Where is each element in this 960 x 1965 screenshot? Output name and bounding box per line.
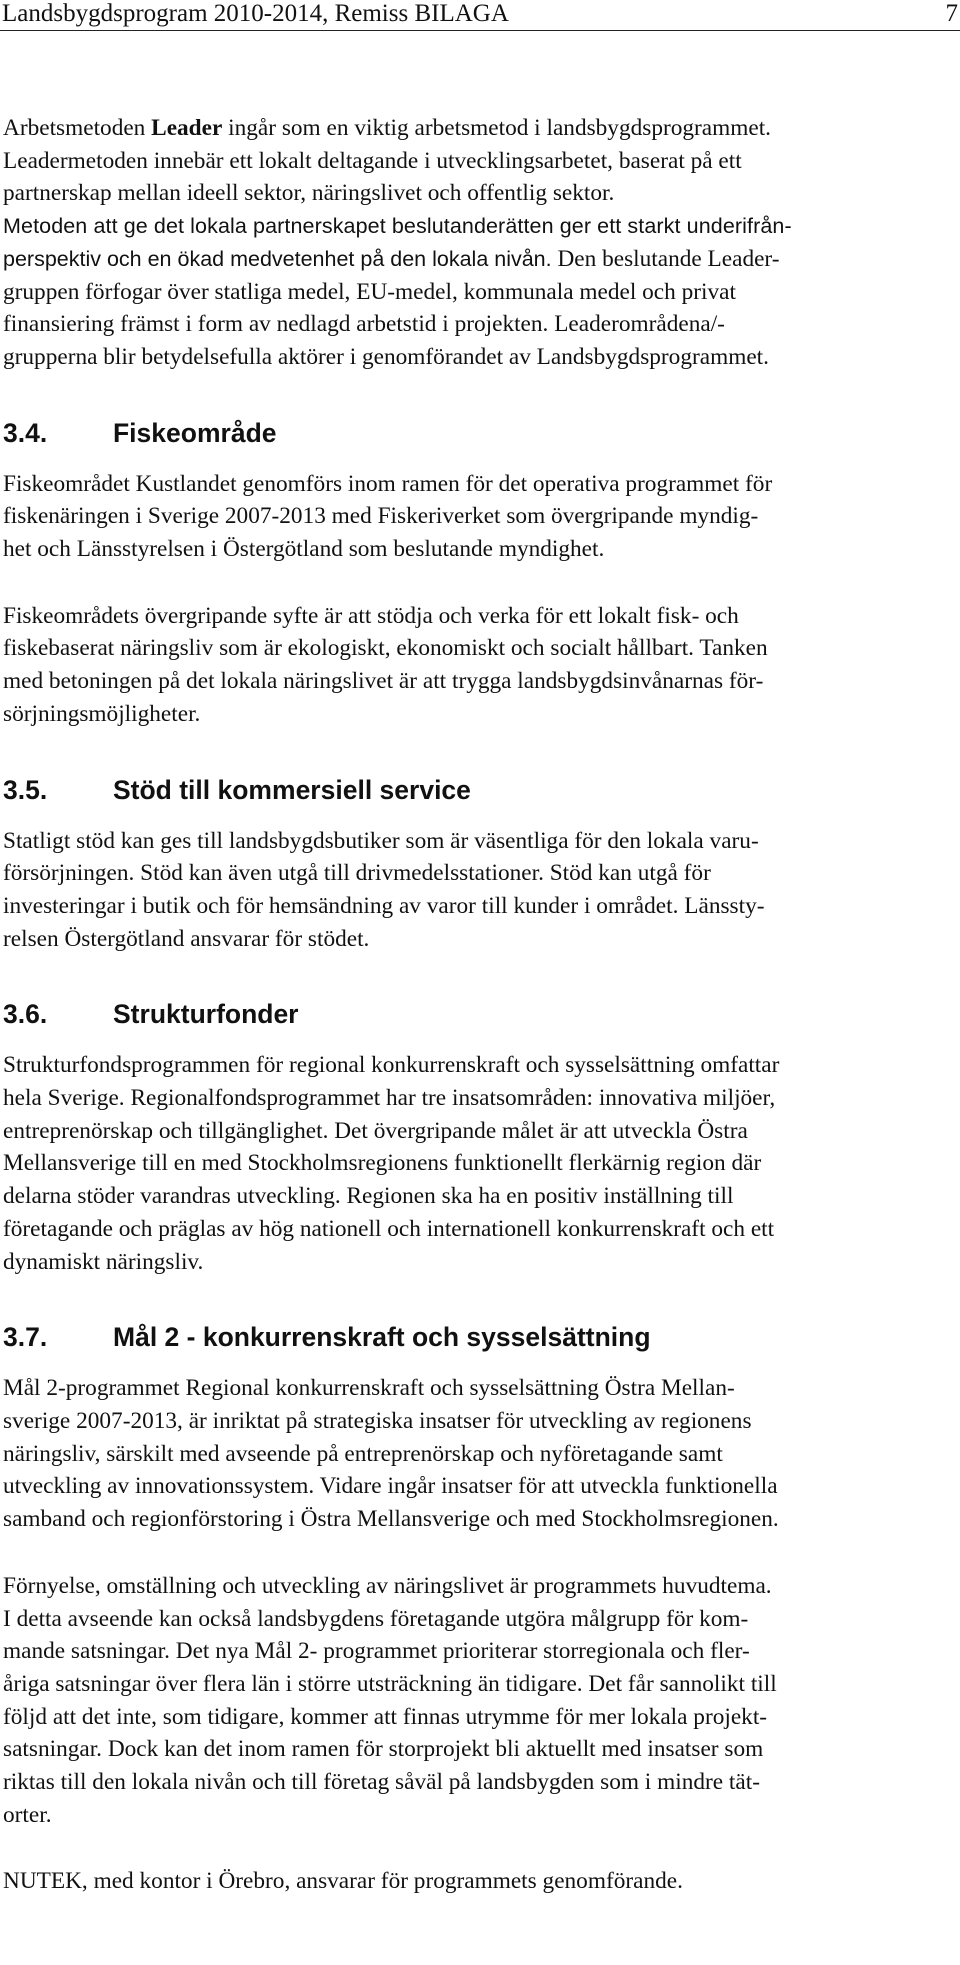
text-line: hela Sverige. Regionalfondsprogrammet har tre insatsområden: innovativa miljöer, — [3, 1085, 776, 1112]
leader-term: Leader — [151, 115, 223, 141]
text-line: mande satsningar. Det nya Mål 2- programmet prioriterar storregionala och fler- — [3, 1638, 750, 1665]
section-title: Mål 2 - konkurrenskraft och sysselsättning — [113, 1322, 651, 1353]
text-line: grupperna blir betydelsefulla aktörer i genomförandet av Landsbygdsprogrammet. — [3, 343, 769, 370]
section-title: Strukturfonder — [113, 999, 299, 1030]
text-line: fiskenäringen i Sverige 2007-2013 med Fiskeriverket som övergripande myndig- — [3, 503, 759, 530]
page-number: 7 — [945, 0, 958, 27]
text-line: gruppen förfogar över statliga medel, EU-medel, kommunala medel och privat — [3, 278, 736, 305]
text-line: Mellansverige till en med Stockholmsregionens funktionellt flerkärnig region där — [3, 1150, 762, 1177]
text-line: försörjningen. Stöd kan även utgå till drivmedelsstationer. Stöd kan utgå för — [3, 860, 711, 887]
paragraph — [3, 1570, 957, 1832]
text-line: utveckling av innovationssystem. Vidare ingår insatser för att utveckla funktionella — [3, 1473, 778, 1500]
paragraph — [3, 1865, 957, 1898]
text-line: samband och regionförstoring i Östra Mellansverige och med Stockholmsregionen. — [3, 1506, 779, 1533]
text-line: Arbetsmetoden Leader ingår som en viktig arbetsmetod i landsbygdsprogrammet. — [3, 115, 771, 141]
text-line: Strukturfondsprogrammen för regional konkurrenskraft och sysselsättning omfattar — [3, 1052, 780, 1079]
text-line: perspektiv och en ökad medvetenhet på den lokala nivån. Den beslutande Leader- — [3, 245, 780, 272]
text-line: dynamiskt näringsliv. — [3, 1248, 204, 1275]
page-header — [0, 0, 960, 31]
intro-paragraph — [3, 112, 957, 374]
paragraph — [3, 1372, 957, 1536]
paragraph — [3, 600, 957, 731]
text-line: Fiskeområdet Kustlandet genomförs inom ramen för det operativa programmet för — [3, 470, 773, 497]
document-title: Landsbygdsprogram 2010-2014, Remiss BILAGA — [2, 0, 509, 27]
text-line: Metoden att ge det lokala partnerskapet beslutanderätten ger ett starkt underifrån- — [3, 214, 792, 239]
text-line: följd att det inte, som tidigare, kommer att finnas utrymme för mer lokala projekt- — [3, 1703, 768, 1730]
text-line: Statligt stöd kan ges till landsbygdsbutiker som är väsentliga för den lokala varu- — [3, 827, 759, 854]
text-line: fiskebaserat näringsliv som är ekologiskt, ekonomiskt och socialt hållbart. Tanken — [3, 635, 768, 662]
section-title: Stöd till kommersiell service — [113, 774, 471, 805]
text-line: orter. — [3, 1801, 52, 1828]
text-line: entreprenörskap och tillgänglighet. Det övergripande målet är att utveckla Östra — [3, 1117, 748, 1144]
text-line: sverige 2007-2013, är inriktat på strategiska insatser för utveckling av regionens — [3, 1407, 752, 1434]
section-number: 3.4. — [3, 417, 48, 448]
text-line: åriga satsningar över flera län i större utsträckning än tidigare. Det får sannolikt till — [3, 1670, 777, 1697]
paragraph — [3, 825, 957, 956]
text-line: partnerskap mellan ideell sektor, näringslivet och offentlig sektor. — [3, 180, 615, 207]
text-line: med betoningen på det lokala näringslivet är att trygga landsbygdsinvånarnas för- — [3, 668, 764, 695]
text-line: sörjningsmöjligheter. — [3, 700, 201, 727]
document-body — [3, 112, 957, 1898]
text-line: Fiskeområdets övergripande syfte är att stödja och verka för ett lokalt fisk- och — [3, 602, 739, 629]
section-number: 3.6. — [3, 999, 48, 1030]
section-title: Fiskeområde — [113, 417, 277, 448]
section-heading — [3, 999, 957, 1035]
text-line: Förnyelse, omställning och utveckling av näringslivet är programmets huvudtema. — [3, 1572, 772, 1599]
section-number: 3.5. — [3, 774, 48, 805]
text-line: riktas till den lokala nivån och till företag såväl på landsbygden som i mindre tät- — [3, 1769, 760, 1796]
text-line: Leadermetoden innebär ett lokalt deltagande i utvecklingsarbetet, baserat på ett — [3, 147, 742, 174]
text-line: investeringar i butik och för hemsändning av varor till kunder i området. Länssty- — [3, 892, 765, 919]
section-heading — [3, 775, 957, 811]
text-line: Mål 2-programmet Regional konkurrenskraft och sysselsättning Östra Mellan- — [3, 1375, 735, 1402]
text-line: NUTEK, med kontor i Örebro, ansvarar för programmets genomförande. — [3, 1868, 683, 1895]
text-line: het och Länsstyrelsen i Östergötland som beslutande myndighet. — [3, 536, 605, 563]
paragraph — [3, 468, 957, 566]
paragraph — [3, 1049, 957, 1278]
text-line: satsningar. Dock kan det inom ramen för storprojekt bli aktuellt med insatser som — [3, 1736, 764, 1763]
text-line: företagande och präglas av hög nationell och internationell konkurrenskraft och ett — [3, 1215, 775, 1242]
text-line: relsen Östergötland ansvarar för stödet. — [3, 925, 370, 952]
section-heading — [3, 418, 957, 454]
text-line: finansiering främst i form av nedlagd arbetstid i projekten. Leaderområdena/- — [3, 311, 725, 338]
text-line: näringsliv, särskilt med avseende på entreprenörskap och nyföretagande samt — [3, 1440, 723, 1467]
text-line: I detta avseende kan också landsbygdens företagande utgöra målgrupp för kom- — [3, 1605, 749, 1632]
section-number: 3.7. — [3, 1322, 48, 1353]
text-line: delarna stöder varandras utveckling. Regionen ska ha en positiv inställning till — [3, 1183, 734, 1210]
section-heading — [3, 1322, 957, 1358]
